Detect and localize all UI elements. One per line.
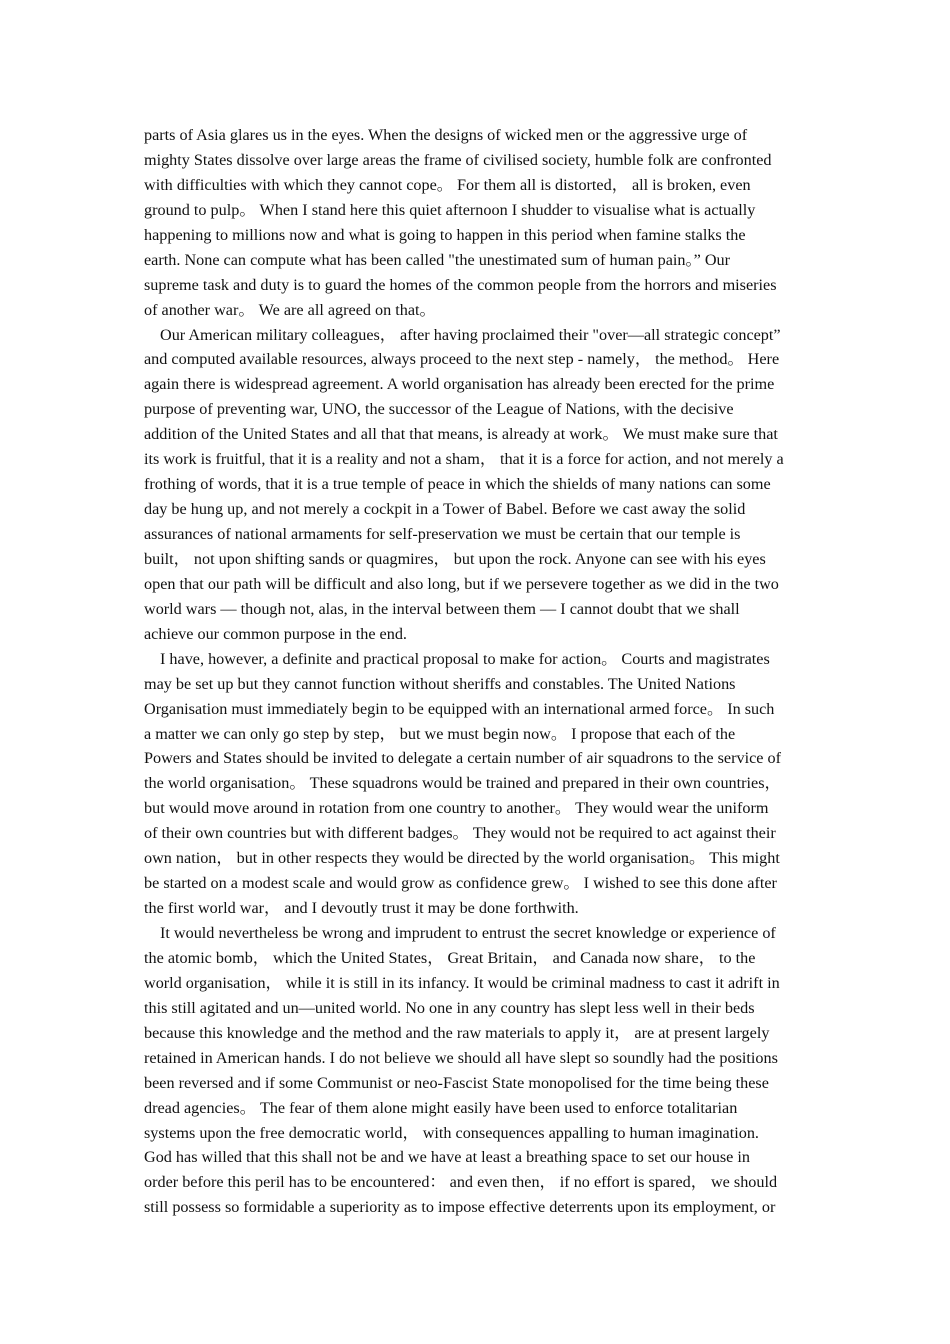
text-line: dread agencies。 The fear of them alone might easily have been used to enforce totalitarian (144, 1098, 738, 1117)
paragraph-4 (144, 921, 810, 1220)
text-line: achieve our common purpose in the end. (144, 624, 407, 643)
text-line: the atomic bomb， which the United States， Great Britain， and Canada now share， to the (144, 948, 756, 967)
text-line: order before this peril has to be encountered： and even then， if no effort is spared， we should (144, 1173, 778, 1192)
text-line: systems upon the free democratic world， with consequences appalling to human imagination. (144, 1123, 759, 1142)
text-line: built， not upon shifting sands or quagmires， but upon the rock. Anyone can see with his eyes (144, 549, 766, 568)
paragraph-1 (144, 123, 810, 323)
text-line: again there is widespread agreement. A world organisation has already been erected for the prime (144, 375, 775, 394)
text-line: the world organisation。 These squadrons would be trained and prepared in their own countries， (144, 774, 781, 793)
text-line: God has willed that this shall not be and we have at least a breathing space to set our house in (144, 1148, 750, 1167)
text-line: Organisation must immediately begin to be equipped with an international armed force。 In such (144, 699, 775, 718)
text-line: own nation， but in other respects they would be directed by the world organisation。 This might (144, 849, 780, 868)
text-line: parts of Asia glares us in the eyes. When the designs of wicked men or the aggressive urge of (144, 126, 748, 144)
text-line: be started on a modest scale and would grow as confidence grew。 I wished to see this done after (144, 874, 777, 893)
text-line: of another war。 We are all agreed on that。 (144, 300, 436, 319)
text-line: mighty States dissolve over large areas the frame of civilised society, humble folk are confronted (144, 150, 772, 169)
text-line: with difficulties with which they cannot cope。 For them all is distorted， all is broken, even (144, 175, 751, 194)
text-line: frothing of words, that it is a true temple of peace in which the shields of many nations can some (144, 475, 771, 494)
text-line: world wars — though not, alas, in the interval between them — I cannot doubt that we shall (144, 599, 740, 618)
text-line: world organisation， while it is still in its infancy. It would be criminal madness to cast it adrift in (144, 973, 780, 992)
text-line: and computed available resources, always proceed to the next step - namely， the method。 Here (144, 350, 780, 369)
text-line: day be hung up, and not merely a cockpit in a Tower of Babel. Before we cast away the solid (144, 500, 746, 519)
text-line: of their own countries but with different badges。 They would not be required to act against their (144, 824, 776, 843)
paragraph-2 (144, 323, 810, 647)
text-line: because this knowledge and the method and the raw materials to apply it， are at present largely (144, 1023, 770, 1042)
text-line: earth. None can compute what has been called "the unestimated sum of human pain。” Our (144, 250, 731, 269)
text-line: happening to millions now and what is going to happen in this period when famine stalks the (144, 225, 746, 244)
text-line: retained in American hands. I do not believe we should all have slept so soundly had the positions (144, 1048, 778, 1067)
text-line: I have, however, a definite and practical proposal to make for action。 Courts and magistrates (160, 649, 770, 668)
text-line: a matter we can only go step by step， but we must begin now。 I propose that each of the (144, 724, 736, 743)
text-line: ground to pulp。 When I stand here this quiet afternoon I shudder to visualise what is actually (144, 200, 756, 219)
text-line: Our American military colleagues， after having proclaimed their "over—all strategic concept” (160, 325, 781, 344)
text-line: but would move around in rotation from one country to another。 They would wear the uniform (144, 799, 769, 818)
text-line: open that our path will be difficult and also long, but if we persevere together as we did in the two (144, 574, 779, 593)
text-line: It would nevertheless be wrong and imprudent to entrust the secret knowledge or experience of (160, 924, 776, 942)
document-page (144, 123, 810, 1220)
text-line: the first world war， and I devoutly trust it may be done forthwith. (144, 899, 579, 918)
text-line: supreme task and duty is to guard the homes of the common people from the horrors and miseries (144, 275, 777, 294)
text-line: still possess so formidable a superiority as to impose effective deterrents upon its employment, or (144, 1198, 776, 1217)
text-line: this still agitated and un—united world. No one in any country has slept less well in their beds (144, 998, 755, 1017)
text-line: been reversed and if some Communist or neo-Fascist State monopolised for the time being these (144, 1073, 769, 1092)
text-line: purpose of preventing war, UNO, the successor of the League of Nations, with the decisive (144, 400, 734, 419)
text-line: addition of the United States and all that that means, is already at work。 We must make sure that (144, 425, 778, 444)
paragraph-3 (144, 647, 810, 921)
text-line: may be set up but they cannot function without sheriffs and constables. The United Nations (144, 674, 736, 693)
text-line: its work is fruitful, that it is a reality and not a sham， that it is a force for action, and not merely a (144, 450, 784, 469)
text-line: Powers and States should be invited to delegate a certain number of air squadrons to the service of (144, 749, 781, 768)
text-line: assurances of national armaments for self-preservation we must be certain that our temple is (144, 525, 741, 543)
